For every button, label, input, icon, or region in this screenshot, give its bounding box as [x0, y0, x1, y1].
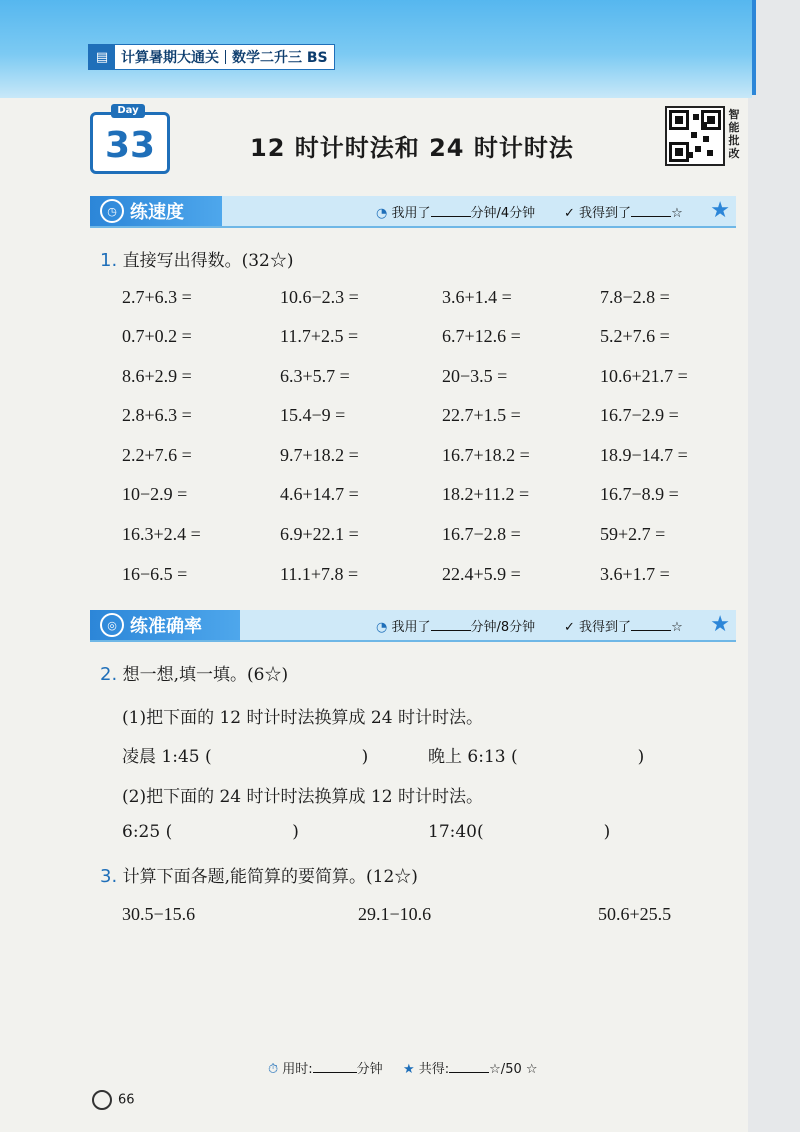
calc-row — [122, 366, 722, 390]
calc-item: 5.2+7.6 = — [600, 326, 670, 346]
calc-item: 20−3.5 = — [442, 366, 508, 386]
calc-item: 3.6+1.4 = — [442, 287, 512, 307]
q2-item-a: 凌晨 1:45 ( ) — [122, 747, 369, 767]
day-label: Day — [111, 104, 145, 118]
calc-item: 2.8+6.3 = — [122, 405, 192, 425]
q2-item-c: 6:25 ( ) — [122, 822, 299, 842]
accuracy-time-used: ◔ 我用了 分钟/8分钟 — [376, 620, 536, 635]
calc-item: 16.7−2.9 = — [600, 405, 679, 425]
calc-item: 6.3+5.7 = — [280, 366, 350, 386]
star-icon: ★ — [710, 612, 730, 637]
q3-item: 50.6+25.5 — [598, 904, 672, 924]
footer-summary: ⏱ 用时: 分钟 ★ 共得: ☆/50 ☆ — [268, 1062, 538, 1077]
calc-item: 16.3+2.4 = — [122, 524, 201, 544]
calc-item: 18.2+11.2 = — [442, 484, 530, 504]
time-blank[interactable] — [431, 630, 471, 631]
calc-item: 6.9+22.1 = — [280, 524, 359, 544]
calc-item: 18.9−14.7 = — [600, 445, 688, 465]
calc-item: 16.7−2.8 = — [442, 524, 521, 544]
calc-item: 59+2.7 = — [600, 524, 666, 544]
calc-row — [122, 405, 722, 429]
stopwatch-icon: ⏱ — [268, 1062, 279, 1077]
clock-icon: ◔ — [376, 206, 388, 221]
time-blank[interactable] — [431, 216, 471, 217]
calc-item: 16.7+18.2 = — [442, 445, 530, 465]
series-subtitle: 数学二升三 BS — [232, 50, 328, 66]
q2-part1: (1)把下面的 12 时计时法换算成 24 时计时法。 — [122, 708, 483, 728]
question-2: 2. 想一想,填一填。(6☆) — [100, 664, 289, 685]
calc-item: 2.7+6.3 = — [122, 287, 192, 307]
calc-row — [122, 484, 722, 508]
book-icon: ▤ — [89, 45, 115, 69]
total-score-blank[interactable] — [449, 1072, 489, 1073]
calc-item: 10.6+21.7 = — [600, 366, 688, 386]
question-1: 1. 直接写出得数。(32☆) — [100, 250, 294, 271]
page-number: 66 — [92, 1090, 135, 1110]
calc-item: 6.7+12.6 = — [442, 326, 521, 346]
page-edge — [748, 0, 800, 1132]
calc-item: 3.6+1.7 = — [600, 564, 670, 584]
calc-item: 7.8−2.8 = — [600, 287, 670, 307]
calc-row — [122, 287, 722, 311]
page-title: 12 时计时法和 24 时计时法 — [250, 134, 574, 162]
calc-row — [122, 524, 722, 548]
calc-item: 16−6.5 = — [122, 564, 188, 584]
calc-row — [122, 326, 722, 350]
calc-item: 10−2.9 = — [122, 484, 188, 504]
q3-item: 29.1−10.6 — [358, 904, 432, 924]
series-banner — [88, 44, 335, 70]
accuracy-section-tag: ◎ 练准确率 — [90, 610, 240, 640]
calc-item: 11.1+7.8 = — [280, 564, 359, 584]
target-icon: ◎ — [100, 613, 124, 637]
q3-item: 30.5−15.6 — [122, 904, 196, 924]
speed-section-bar — [90, 196, 736, 228]
accuracy-score: ✓ 我得到了 ☆ — [564, 620, 683, 635]
calc-item: 22.7+1.5 = — [442, 405, 521, 425]
calc-item: 16.7−8.9 = — [600, 484, 679, 504]
q2-item-b: 晚上 6:13 ( ) — [428, 747, 645, 767]
day-badge — [90, 105, 170, 174]
calc-item: 0.7+0.2 = — [122, 326, 192, 346]
stopwatch-icon: ◷ — [100, 199, 124, 223]
q2-item-d: 17:40( ) — [428, 822, 611, 842]
calc-item: 4.6+14.7 = — [280, 484, 359, 504]
calc-item: 10.6−2.3 = — [280, 287, 359, 307]
calc-item: 9.7+18.2 = — [280, 445, 359, 465]
calc-item: 22.4+5.9 = — [442, 564, 521, 584]
sun-icon — [92, 1090, 112, 1110]
check-circle-icon: ✓ — [564, 620, 575, 635]
calc-row — [122, 564, 722, 588]
score-blank[interactable] — [631, 630, 671, 631]
day-number: 33 — [104, 125, 156, 166]
clock-icon: ◔ — [376, 620, 388, 635]
calc-item: 8.6+2.9 = — [122, 366, 192, 386]
star-icon: ★ — [710, 198, 730, 223]
calc-item: 11.7+2.5 = — [280, 326, 359, 346]
speed-section-tag: ◷ 练速度 — [90, 196, 222, 226]
calc-item: 15.4−9 = — [280, 405, 346, 425]
series-title: 计算暑期大通关 — [121, 50, 219, 66]
accuracy-section-bar — [90, 610, 736, 642]
calc-item: 2.2+7.6 = — [122, 445, 192, 465]
check-circle-icon: ✓ — [564, 206, 575, 221]
q2-part2: (2)把下面的 24 时计时法换算成 12 时计时法。 — [122, 787, 483, 807]
calc-row — [122, 445, 722, 469]
smart-grading-label: 智 能 批 改 — [728, 108, 740, 160]
total-time-blank[interactable] — [313, 1072, 357, 1073]
star-icon: ★ — [402, 1062, 415, 1077]
speed-score: ✓ 我得到了 ☆ — [564, 206, 683, 221]
qr-code-icon[interactable] — [665, 106, 725, 166]
speed-time-used: ◔ 我用了 分钟/4分钟 — [376, 206, 536, 221]
score-blank[interactable] — [631, 216, 671, 217]
question-3: 3. 计算下面各题,能简算的要简算。(12☆) — [100, 866, 418, 887]
